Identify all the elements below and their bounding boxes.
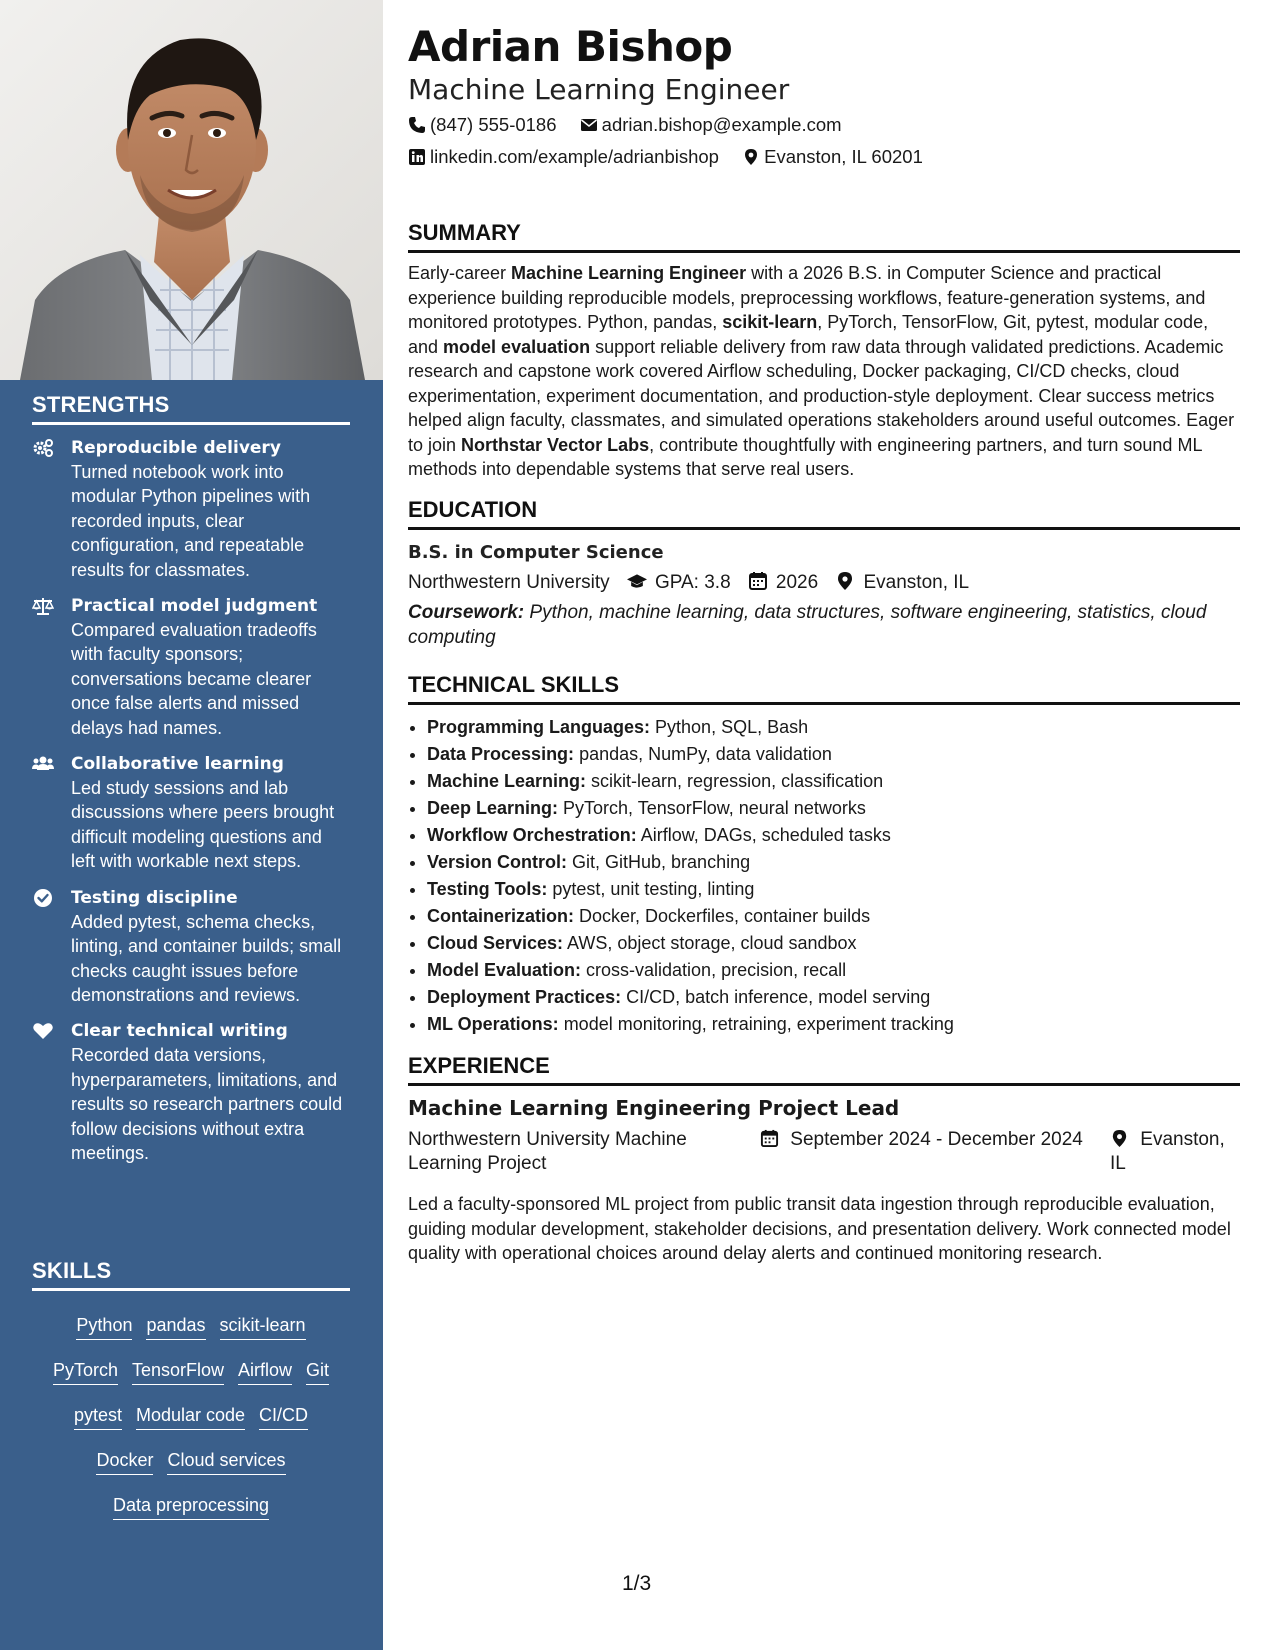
email-contact[interactable] [580,114,842,136]
linkedin-icon [408,148,426,166]
skill-values: PyTorch, TensorFlow, neural networks [558,798,866,818]
skill-category: ML Operations: [427,1014,559,1034]
sidebar [0,0,383,1650]
experience-job-title: Machine Learning Engineering Project Lead [408,1096,900,1120]
skill-category: Deep Learning: [427,798,559,818]
skill-row [32,1348,350,1393]
strength-description: Added pytest, schema checks, linting, and container builds; small checks caught issues before demonstrations and reviews. [71,911,342,1005]
calendar-icon [748,571,768,591]
calendar-icon [760,1129,779,1148]
coursework [408,600,1240,650]
phone-number: (847) 555-0186 [430,114,557,135]
skill-chip: CI/CD [259,1404,308,1430]
heart-icon [32,1021,54,1041]
skill-chip: TensorFlow [132,1359,224,1385]
map-pin-icon [742,148,760,166]
skill-item [427,1011,1240,1038]
map-pin-icon [1110,1129,1129,1148]
skill-item [427,957,1240,984]
skill-row [32,1483,350,1528]
skill-values: Python, SQL, Bash [650,717,809,737]
skill-chip: Data preprocessing [113,1494,269,1520]
graduation-year: 2026 [775,572,819,593]
strength-item [32,1019,350,1165]
skill-item [427,930,1240,957]
degree-name: B.S. in Computer Science [408,542,664,563]
summary-text: , contribute thoughtfully with engineering partners, and turn sound ML methods into dependable systems that serve real users. [408,434,1202,479]
skills-heading: SKILLS [32,1258,350,1291]
summary-highlight: scikit-learn [722,312,818,332]
skill-category: Containerization: [427,906,574,926]
summary-text: , PyTorch, TensorFlow, Git, pytest, modular code, and [408,312,1209,357]
coursework-label: Coursework: [408,602,525,623]
strength-title: Collaborative learning [71,754,284,775]
strength-description: Compared evaluation tradeoffs with faculty sponsors; conversations became clearer once false alerts and missed delays had names. [71,620,317,738]
portrait-image [0,0,383,380]
skill-item [427,768,1240,795]
education-heading: EDUCATION [408,497,1240,530]
strength-title: Reproducible delivery [71,438,281,458]
skill-chip: Git [306,1359,329,1385]
gears-icon [32,438,54,458]
skill-values: Git, GitHub, branching [567,852,751,872]
summary-section [408,220,1240,482]
skill-chip: Modular code [136,1404,245,1430]
skill-chip: Airflow [238,1359,292,1385]
skill-row [32,1438,350,1483]
school-location: Evanston, IL [863,572,970,593]
skill-category: Programming Languages: [427,717,651,737]
skill-item [427,741,1240,768]
skill-category: Version Control: [427,852,568,872]
skill-row [32,1303,350,1348]
skill-category: Machine Learning: [427,771,587,791]
candidate-name: Adrian Bishop [408,22,733,71]
technical-skills-section [408,672,1240,1038]
experience-meta [408,1128,1240,1180]
summary-paragraph [408,261,1240,482]
scale-icon [32,596,54,616]
skill-item [427,714,1240,741]
users-icon [32,754,54,774]
linkedin-contact[interactable] [408,146,719,168]
location-text: Evanston, IL 60201 [764,146,923,167]
summary-text: with a 2026 B.S. in Computer Science and practical experience building reproducible models, preprocessing workflows, feature-generation systems, and monitored prototypes. Python, pandas, [408,263,1206,332]
phone-icon [408,116,426,134]
contact-line-2 [408,146,941,168]
skill-values: model monitoring, retraining, experiment tracking [558,1014,954,1034]
strength-item [32,752,350,874]
technical-skills-heading: TECHNICAL SKILLS [408,672,1240,705]
skill-chip: pytest [74,1404,122,1430]
education-details [408,571,1240,594]
skill-category: Testing Tools: [427,879,548,899]
strength-title: Practical model judgment [71,596,318,617]
skill-item [427,795,1240,822]
experience-organization: Northwestern University Machine Learning Project [408,1129,687,1174]
skill-values: pandas, NumPy, data validation [574,744,832,764]
skill-chip: pandas [146,1314,205,1340]
skill-values: CI/CD, batch inference, model serving [621,987,931,1007]
location-text: Evanston, IL [1110,1129,1225,1174]
phone-contact [408,114,557,136]
linkedin-url: linkedin.com/example/adrianbishop [430,146,719,167]
skill-category: Data Processing: [427,744,575,764]
skill-item [427,822,1240,849]
skill-chip: Python [76,1314,132,1340]
skill-category: Workflow Orchestration: [427,825,637,845]
skill-values: scikit-learn, regression, classification [586,771,884,791]
check-circle-icon [32,888,54,908]
strength-description: Recorded data versions, hyperparameters, limitations, and results so research partners could follow decisions without extra meetings. [71,1045,343,1163]
experience-description: Led a faculty-sponsored ML project from public transit data ingestion through reproducible evaluation, guiding modular development, stakeholder decisions, and presentation delivery. Work connected model quality with operational choices around delay alerts and continued monitoring research. [408,1194,1231,1263]
skill-item [427,849,1240,876]
strength-title: Testing discipline [71,887,238,908]
strength-description: Turned notebook work into modular Python pipelines with recorded inputs, clear configuration, and repeatable results for classmates. [71,462,311,580]
gpa: GPA: 3.8 [654,572,731,593]
experience-dates [760,1128,1083,1152]
coursework-list: Python, machine learning, data structures, software engineering, statistics, cloud computing [408,602,1207,648]
profile-photo [0,0,383,380]
school-name: Northwestern University [408,572,610,593]
strength-item [32,886,350,1008]
envelope-icon [580,116,598,134]
skills-section [32,1258,350,1528]
skill-chip: PyTorch [53,1359,118,1385]
technical-skills-list [408,714,1240,1038]
skill-item [427,876,1240,903]
strength-item [32,594,350,740]
strengths-heading: STRENGTHS [32,392,350,425]
skill-item [427,984,1240,1011]
strength-item [32,436,350,582]
summary-highlight: Northstar Vector Labs [461,434,650,455]
summary-heading: SUMMARY [408,220,1240,253]
skill-values: Airflow, DAGs, scheduled tasks [636,825,891,845]
skill-row [32,1393,350,1438]
graduation-cap-icon [627,571,647,591]
skill-chip: Cloud services [167,1449,285,1475]
skill-category: Cloud Services: [427,933,564,953]
skill-category: Model Evaluation: [427,960,582,980]
date-range: September 2024 - December 2024 [790,1129,1083,1150]
experience-heading: EXPERIENCE [408,1053,1240,1086]
page-number: 1/3 [622,1572,652,1595]
skill-values: Docker, Dockerfiles, container builds [574,906,871,926]
email-address: adrian.bishop@example.com [601,114,842,135]
skill-chip: Docker [96,1449,153,1475]
skill-values: pytest, unit testing, linting [547,879,755,899]
summary-text: Early-career [408,263,512,283]
experience-location [1110,1128,1240,1176]
skill-values: AWS, object storage, cloud sandbox [563,933,857,953]
location-contact [742,146,923,168]
experience-section [408,1053,1240,1266]
summary-highlight: Machine Learning Engineer [511,263,747,283]
skill-item [427,903,1240,930]
skill-category: Deployment Practices: [427,987,622,1007]
skill-values: cross-validation, precision, recall [581,960,847,980]
map-pin-icon [835,571,855,591]
strength-title: Clear technical writing [71,1021,288,1042]
education-section [408,497,1240,650]
contact-line-1 [408,114,860,136]
strength-description: Led study sessions and lab discussions where peers brought difficult modeling questions and left with workable next steps. [71,778,335,872]
summary-text: support reliable delivery from raw data through validated predictions. Academic research and capstone work covered Airflow scheduling, Docker packaging, CI/CD checks, cloud experimentation, experiment documentation, and production-style deployment. Clear success metrics helped align faculty, classmates, and simulated operations stakeholders around useful outcomes. Eager to join [408,336,1235,455]
skill-chips [32,1303,350,1528]
job-title-headline: Machine Learning Engineer [408,73,790,106]
strengths-section [32,392,350,1165]
skill-chip: scikit-learn [220,1314,306,1340]
summary-highlight: model evaluation [443,336,591,357]
